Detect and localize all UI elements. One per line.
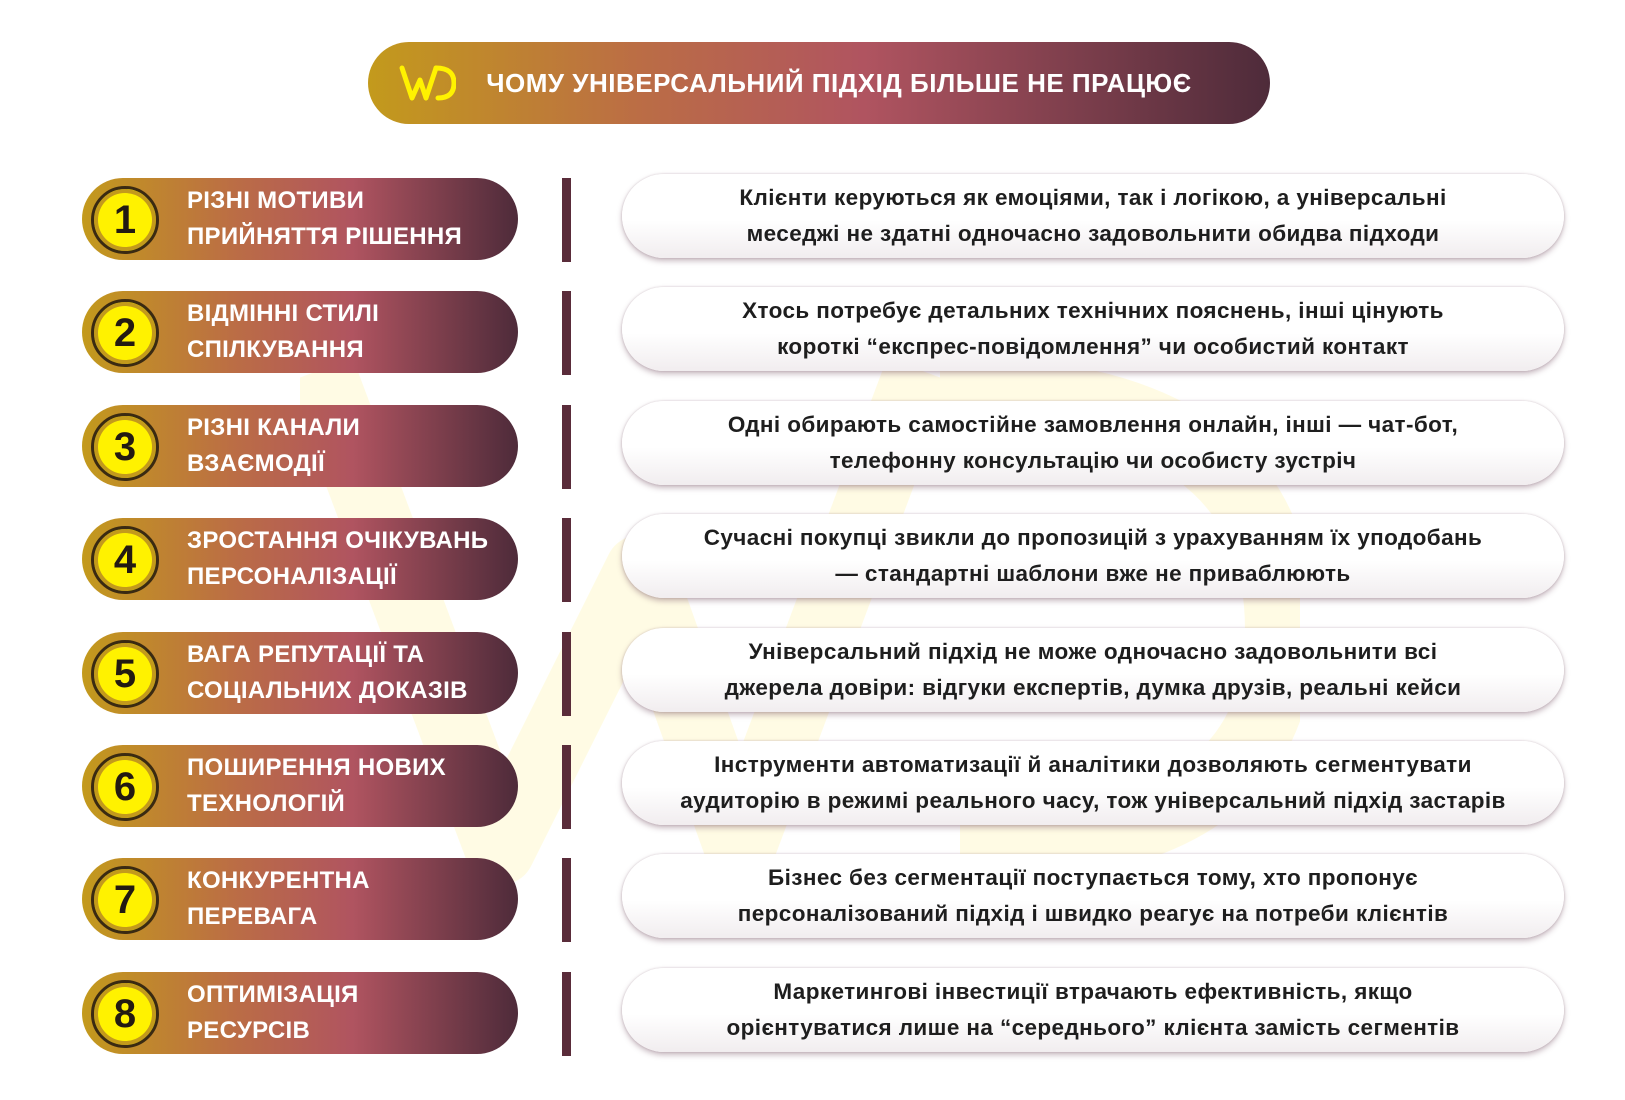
reason-title [187,178,508,260]
reason-pill [82,405,518,487]
reason-title-line-2: ТЕХНОЛОГІЙ [187,790,346,817]
reason-title-line-1: РІЗНІ КАНАЛИ [187,414,361,441]
reason-title-line-1: ВАГА РЕПУТАЦІЇ ТА [187,641,425,668]
list-item [0,285,1625,377]
reason-title [187,745,508,827]
description-line-1: Хтось потребує детальних технічних пояснень, інші цінують [742,298,1444,323]
number-badge: 8 [91,980,159,1048]
reason-description-card [622,741,1564,825]
reason-description-card [622,968,1564,1052]
divider-bar [562,178,571,262]
reason-title-line-1: ОПТИМІЗАЦІЯ [187,981,359,1008]
number-badge: 4 [91,526,159,594]
reason-pill [82,178,518,260]
divider-bar [562,972,571,1056]
number-badge: 7 [91,866,159,934]
description-line-2: аудиторію в режимі реального часу, тож універсальний підхід застарів [680,788,1506,813]
description-line-2: короткі “експрес-повідомлення” чи особистий контакт [777,334,1409,359]
page-title: ЧОМУ УНІВЕРСАЛЬНИЙ ПІДХІД БІЛЬШЕ НЕ ПРАЦЮЄ [486,68,1192,98]
description-line-1: Бізнес без сегментації поступається тому, хто пропонує [768,865,1418,890]
reason-pill [82,972,518,1054]
reason-description-card [622,628,1564,712]
number-badge: 6 [91,753,159,821]
description-line-2: орієнтуватися лише на “середнього” клієнта замість сегментів [726,1015,1460,1040]
divider-bar [562,632,571,716]
reason-description-card [622,287,1564,371]
description-line-1: Інструменти автоматизації й аналітики дозволяють сегментувати [714,752,1472,777]
reason-title-line-1: ЗРОСТАННЯ ОЧІКУВАНЬ [187,527,489,554]
description-line-2: телефонну консультацію чи особисту зустріч [829,448,1357,473]
reason-title-line-2: РЕСУРСІВ [187,1017,311,1044]
description-line-2: — стандартні шаблони вже не приваблюють [835,561,1351,586]
description-line-2: джерела довіри: відгуки експертів, думка друзів, реальні кейси [724,675,1462,700]
description-line-1: Сучасні покупці звикли до пропозицій з урахуванням їх уподобань [703,525,1483,550]
description-line-2: меседжі не здатні одночасно задовольнити обидва підходи [746,221,1440,246]
divider-bar [562,291,571,375]
number-badge: 3 [91,413,159,481]
list-item [0,512,1625,604]
reason-title [187,858,508,940]
title-banner [368,42,1270,124]
reason-description-card [622,854,1564,938]
reason-title-line-1: КОНКУРЕНТНА [187,867,370,894]
list-item [0,739,1625,831]
reason-title [187,972,508,1054]
reason-description-card [622,401,1564,485]
reason-pill [82,858,518,940]
reason-title-line-2: ПРИЙНЯТТЯ РІШЕННЯ [187,223,463,250]
divider-bar [562,518,571,602]
reason-title-line-1: РІЗНІ МОТИВИ [187,187,365,214]
reason-title-line-1: ВІДМІННІ СТИЛІ [187,300,380,327]
reason-description-card [622,174,1564,258]
number-badge: 5 [91,640,159,708]
reason-title [187,291,508,373]
reason-pill [82,291,518,373]
description-line-2: персоналізований підхід і швидко реагує на потреби клієнтів [737,901,1449,926]
list-item [0,966,1625,1058]
divider-bar [562,405,571,489]
reason-title-line-2: ПЕРСОНАЛІЗАЦІЇ [187,563,397,590]
reason-title [187,405,508,487]
number-badge: 1 [91,186,159,254]
reason-title-line-2: ВЗАЄМОДІЇ [187,450,325,477]
reason-title-line-2: ПЕРЕВАГА [187,903,318,930]
reason-title-line-2: СОЦІАЛЬНИХ ДОКАЗІВ [187,677,468,704]
reason-title [187,632,508,714]
number-badge: 2 [91,299,159,367]
divider-bar [562,745,571,829]
list-item [0,172,1625,264]
description-line-1: Універсальний підхід не може одночасно задовольнити всі [748,639,1438,664]
reason-title-line-2: СПІЛКУВАННЯ [187,336,364,363]
reason-title-line-1: ПОШИРЕННЯ НОВИХ [187,754,446,781]
list-item [0,626,1625,718]
reason-description-card [622,514,1564,598]
divider-bar [562,858,571,942]
description-line-1: Одні обирають самостійне замовлення онлайн, інші — чат-бот, [727,412,1459,437]
reason-pill [82,518,518,600]
reason-pill [82,632,518,714]
list-item [0,852,1625,944]
description-line-1: Клієнти керуються як емоціями, так і логікою, а універсальні [739,185,1447,210]
reason-title [187,518,508,600]
reason-pill [82,745,518,827]
description-line-1: Маркетингові інвестиції втрачають ефективність, якщо [773,979,1413,1004]
list-item [0,399,1625,491]
